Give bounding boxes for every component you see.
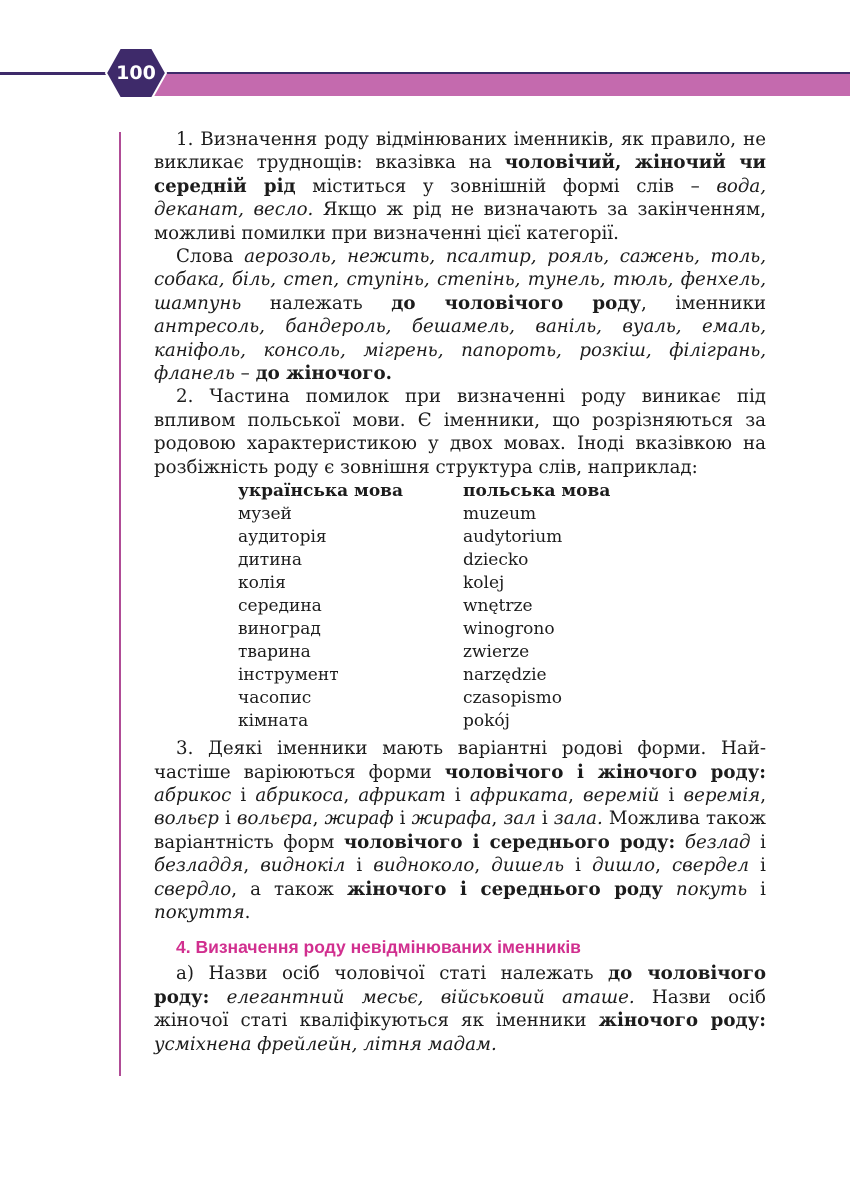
example-word: безладдя	[154, 855, 244, 877]
polish-word: audytorium	[463, 527, 563, 548]
example-word: безлад	[684, 831, 751, 853]
paragraph-3: 2. Частина помилок при визначенні роду виникає під впливом польської мови. Є іменники, що розрізняються за родовою характеристикою у двох мовах. Іноді вказівкою на розбіжність роду є зовнішня структура слів, наприклад:	[154, 386, 766, 478]
text	[209, 987, 226, 1008]
polish-word: dziecko	[463, 550, 529, 571]
text: і	[218, 808, 237, 830]
bold-term: чоловічого і середнього роду:	[343, 831, 676, 853]
bold-term: чоловічий, жіночий чи середній рід	[154, 152, 766, 197]
example-word: веремій	[583, 784, 660, 806]
text: а) Назви осіб чоловічої статі належать	[176, 963, 609, 985]
example-words: аерозоль, нежить, псалтир, рояль, сажень, толь, собака, біль, степ, ступінь, степінь, тунель, тюль, фенхель, шампунь	[154, 246, 766, 314]
text: ,	[343, 784, 359, 806]
page-number-badge	[104, 46, 168, 100]
header-ukrainian: українська мова	[238, 481, 403, 502]
text: Можлива також варіантність форм	[154, 808, 766, 853]
language-comparison-table	[238, 480, 610, 733]
example-word: дишель	[491, 855, 565, 877]
text: і	[445, 784, 470, 806]
ukrainian-word: виноград	[238, 619, 321, 640]
text: і	[393, 808, 412, 830]
ukrainian-word: музей	[238, 504, 292, 525]
text: і	[749, 855, 766, 877]
example-words: антресоль, бандероль, бешамель, ваніль, вуаль, емаль, каніфоль, консоль, мігрень, папороть, розкіш, філігрань, фланель	[154, 316, 766, 385]
table-row	[238, 618, 610, 641]
table-row	[238, 710, 610, 733]
example-word: африкат	[358, 784, 446, 806]
paragraph-5	[154, 962, 766, 1056]
example-word: вольєра	[236, 808, 313, 830]
example-words: усміхнена фрейлейн, літня мадам.	[154, 1033, 497, 1055]
text: Назви осіб жіночої статі кваліфікуються як іменники	[154, 986, 766, 1032]
example-word: африката	[469, 784, 569, 806]
polish-word: muzeum	[463, 504, 537, 525]
ukrainian-word: дитина	[238, 550, 302, 571]
text	[675, 832, 685, 853]
polish-word: wnętrze	[463, 596, 533, 617]
header-polish: польська мова	[463, 481, 611, 502]
polish-word: zwierze	[463, 642, 530, 663]
text: і	[231, 784, 256, 806]
text: Якщо ж рід не визначають за закінченням, можливі помилки при визначенні цієї категорії.	[154, 199, 766, 244]
text: і	[345, 855, 374, 877]
polish-word: czasopismo	[463, 688, 562, 709]
section-heading: 4. Визначення роду невідмінюваних іменників	[176, 937, 581, 958]
text: , а також	[231, 878, 347, 900]
text	[663, 879, 676, 900]
text: ,	[491, 808, 504, 830]
ukrainian-word: колія	[238, 573, 286, 594]
example-word: покуть	[675, 878, 748, 900]
ukrainian-word: тварина	[238, 642, 311, 663]
ukrainian-word: часопис	[238, 688, 312, 709]
margin-rule	[119, 132, 121, 1076]
table-row	[238, 572, 610, 595]
text: і	[659, 784, 684, 806]
table-row	[238, 641, 610, 664]
table-row	[238, 664, 610, 687]
table-row	[238, 526, 610, 549]
example-word: зала.	[553, 808, 603, 830]
example-word: жираф	[324, 808, 394, 830]
text: ,	[243, 855, 261, 877]
text: ,	[568, 784, 584, 806]
bold-term: чоловічого і жіночого роду:	[444, 761, 766, 783]
text: і	[564, 855, 593, 877]
table-row	[238, 549, 610, 572]
polish-word: pokój	[463, 711, 510, 732]
text: Слова	[176, 246, 245, 268]
ukrainian-word: аудиторія	[238, 527, 327, 548]
text: 1. Визначення роду відмінюваних іменників, як правило, не викликає труднощів: вказівка на	[154, 129, 766, 174]
text: ,	[474, 855, 492, 877]
example-word: свердло	[154, 878, 232, 900]
text: 3. Деякі іменники мають варіантні родові форми. Найчастіше варіюються форми	[154, 738, 766, 783]
polish-word: narzędzie	[463, 665, 547, 686]
text: ,	[312, 808, 325, 830]
example-word: покуття	[154, 901, 245, 923]
text: ,	[760, 784, 766, 806]
example-word: жирафа	[411, 808, 492, 830]
example-word: виднокіл	[260, 855, 346, 877]
page-content	[154, 128, 766, 1056]
bold-term: до жіночого.	[255, 363, 392, 385]
text: , іменники	[641, 292, 766, 314]
example-word: вольєр	[154, 808, 219, 830]
ukrainian-word: середина	[238, 596, 322, 617]
text: –	[234, 363, 256, 385]
page-number: 100	[116, 62, 156, 84]
text: і	[747, 878, 766, 900]
header-band	[130, 74, 850, 96]
example-word: зал	[503, 808, 536, 830]
example-word: абрикос	[154, 784, 232, 806]
table-row	[238, 687, 610, 710]
bold-term: жіночого і середнього роду	[346, 878, 663, 900]
table-row	[238, 503, 610, 526]
paragraph-2	[154, 245, 766, 385]
example-word: дишло	[592, 855, 656, 877]
polish-word: winogrono	[463, 619, 555, 640]
bold-term: жіночого роду:	[598, 1010, 766, 1032]
table-header-row	[238, 480, 610, 503]
example-words: вода, деканат, весло.	[154, 175, 766, 221]
paragraph-4	[154, 737, 766, 924]
example-word: веремія	[683, 784, 761, 806]
ukrainian-word: кімната	[238, 711, 309, 732]
table-row	[238, 595, 610, 618]
text: міститься у зовнішній формі слів –	[295, 175, 717, 197]
example-word: абрикоса	[255, 784, 344, 806]
paragraph-1	[154, 128, 766, 245]
example-word: свердел	[671, 855, 750, 877]
bold-term: до чоловічого роду:	[154, 963, 766, 1008]
polish-word: kolej	[463, 573, 505, 594]
example-word: видноколо	[373, 855, 475, 877]
text: і	[535, 808, 554, 830]
text: ,	[655, 855, 672, 877]
text: і	[750, 831, 766, 853]
example-words: елегантний месьє, військовий аташе.	[226, 986, 635, 1008]
ukrainian-word: інструмент	[238, 665, 339, 686]
text: .	[244, 901, 251, 923]
text: належать	[241, 292, 392, 314]
bold-term: до чоловічого роду	[391, 292, 642, 314]
